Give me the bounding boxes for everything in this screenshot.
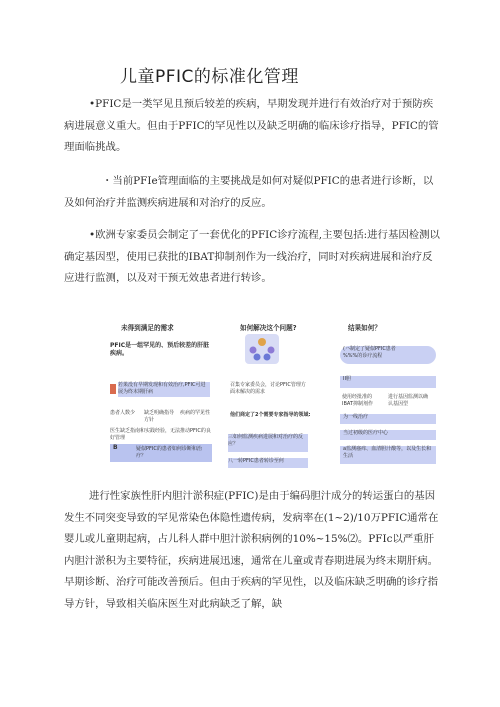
paragraph-challenges: ・当前PFIe管理面临的主要挑战是如何对疑似PFIC的患者进行诊断，以及如何治疗并监测疾病进展和对治疗的反应。 (64, 175, 434, 209)
col1-heading: PFIC是一组罕见的、预后较差的肝脏疾病。 (110, 342, 210, 357)
col3-item2: II胆 (340, 376, 436, 388)
col2-box1: 三如何监测疾病进展和对治疗的反应？ (228, 434, 308, 452)
col1-note: 医生缺乏指南和实践经验，无法推动PFIC的良好管理 (110, 428, 211, 441)
col2-text1: 召集专家委员会，讨论PFIC管理方面未解决的需求 (230, 382, 306, 395)
paragraph-pfic-definition: 进行性家族性肝内胆汁淤积症(PFIC)是由于编码胆汁成分的转运蛋白的基因发生不同突变导致的罕见常染色体隐性遗传病，发病率在(1~2)/10万PFIC通常在婴儿或儿童期起病，占儿科人群中胆汁淤积病例的10%~15%⑵。PFIc以严重肝内胆汁淤积为主要特征，疾病进展迅速，通常在儿童或青春期进展为终末期肝病。早期诊断、治疗可能改善预后。但由于疾病的罕见性，以及临床缺乏明确的诊疗指导方针，导致相关临床医生对此病缺乏了解，缺 (64, 490, 439, 610)
col3-item1-a: (ハ制定了疑似PFIC患者 (343, 346, 396, 352)
col2-box2: 八一转PFIC患者转诊至何 (228, 458, 308, 468)
col3-item5: a监测瘙痒、血清胆汁酸等，以及生长和生活 (340, 446, 436, 464)
col2-text2: 他们商定了2个需要专家指导的领域: (230, 412, 311, 418)
col3-grid2: 进行基因监测以确认基因型 (388, 394, 429, 407)
col3-item3: 为一线治疗 (340, 414, 436, 424)
col3-item1-b: %%%的诊疗流程 (343, 353, 383, 359)
col3-item4: 当过初级的医疗中心 (340, 430, 436, 440)
col1-grid-c: 疾病的罕见性 (180, 410, 211, 416)
document-title: 儿童PFIC的标准化管理 (120, 67, 299, 87)
liver-icon (110, 384, 116, 394)
paragraph-intro: •PFIC是一类罕见且预后较差的疾病，早期发现并进行有效治疗对于预防疾病进展意义重大。但由于PFIC的罕见性以及缺乏明确的临床诊疗指导，PFIC的管理面临挑战。 (64, 98, 439, 153)
paragraph-expert-process: •欧洲专家委员会制定了一套优化的PFIC诊疗流程,主要包括:进行基因检测以确定基因型，使用已获批的IBAT抑制剂作为一线治疗，同时对疾病进展和治疗反应进行监测，以及对干预无效患者进行转诊。 (64, 229, 440, 284)
infographic-figure (106, 318, 438, 474)
col1-grid-b: 缺乏明确指导方针 (144, 410, 175, 423)
col1-header: 未得到满足的需求 (121, 324, 174, 332)
col1-bottom-letter: B (113, 444, 118, 451)
col3-item1 (340, 346, 436, 364)
col3-grid1: 使用经批准的IBAT抑制剂作 (342, 394, 373, 407)
col1-bullet: 若果没有早期发现和有效治疗,PFIC可进展为终末期肝病 (118, 382, 210, 397)
col3-header: 结果如何？ (348, 324, 381, 332)
col2-header: 如何解决这个问题? (240, 324, 297, 332)
people-icon (245, 334, 279, 364)
col1-bottom-text: 疑似PFIC的患者如何诊断和治疗？ (136, 446, 202, 459)
col1-grid-a: 患者人数少 (110, 410, 136, 416)
col1-bottom-box (110, 444, 212, 462)
